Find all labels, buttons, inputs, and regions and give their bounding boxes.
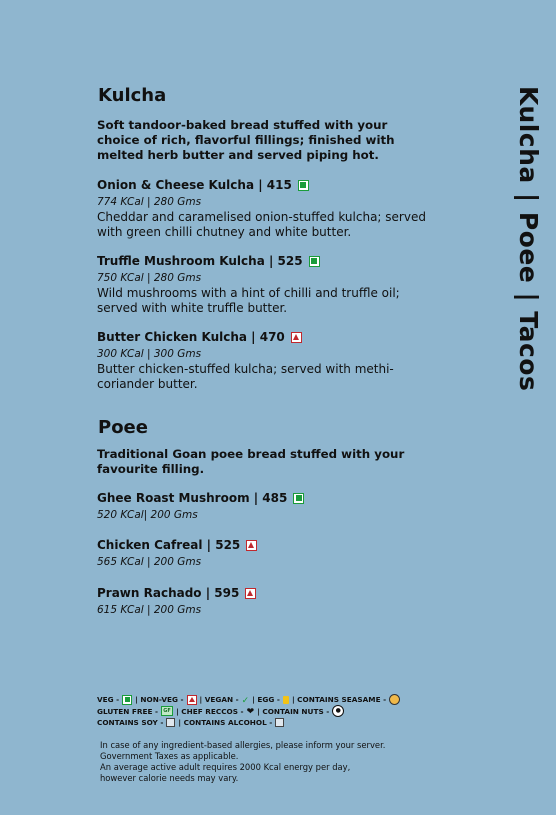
veg-icon: [298, 180, 309, 191]
item-name-row: [97, 537, 432, 553]
legend-sesame-label: | CONTAINS SEASAME -: [291, 695, 387, 704]
section-description-kulcha: Soft tandoor-baked bread stuffed with your choice of rich, flavorful fillings; finished with melted herb butter and served piping hot.: [97, 118, 395, 162]
soy-icon: [166, 718, 175, 727]
item-description: Cheddar and caramelised onion-stuffed kulcha; served with green chilli chutney and white butter.: [97, 210, 426, 239]
item-name: Prawn Rachado | 595: [97, 586, 240, 600]
legend-veg-label: VEG -: [97, 695, 120, 704]
menu-item: [97, 537, 432, 570]
legend-row: [97, 694, 417, 705]
item-description: Butter chicken-stuffed kulcha; served with methi-coriander butter.: [97, 362, 394, 391]
nuts-icon: ●: [332, 705, 344, 717]
item-nutrition: 615 KCal | 200 Gms: [97, 604, 202, 616]
section-title-poee: Poee: [98, 417, 148, 438]
heart-icon: ❤: [246, 707, 255, 717]
dietary-legend: [97, 694, 417, 728]
alcohol-icon: [275, 718, 284, 727]
item-nutrition: 520 KCal| 200 Gms: [97, 509, 198, 521]
non-veg-icon: [291, 332, 302, 343]
menu-item: [97, 177, 432, 240]
veg-icon: [122, 695, 132, 705]
item-name: Butter Chicken Kulcha | 470: [97, 330, 285, 344]
menu-item: [97, 585, 432, 618]
note-line: An average active adult requires 2000 Kcal energy per day,: [100, 762, 351, 772]
item-description: Wild mushrooms with a hint of chilli and truffle oil; served with white truffle butter.: [97, 286, 400, 315]
sesame-icon: [389, 694, 400, 705]
item-name: Onion & Cheese Kulcha | 415: [97, 178, 292, 192]
menu-item: [97, 329, 432, 392]
item-name: Chicken Cafreal | 525: [97, 538, 241, 552]
side-title: Kulcha | Poee | Tacos: [514, 86, 543, 392]
item-name-row: [97, 329, 432, 345]
item-name: Truffle Mushroom Kulcha | 525: [97, 254, 303, 268]
legend-egg-label: | EGG -: [252, 695, 280, 704]
item-name: Ghee Roast Mushroom | 485: [97, 491, 288, 505]
non-veg-icon: [246, 540, 257, 551]
legend-non-veg-label: | NON-VEG -: [135, 695, 184, 704]
legend-row: [97, 717, 417, 728]
menu-item: [97, 253, 432, 316]
note-line: however calorie needs may vary.: [100, 773, 239, 783]
legend-soy-label: CONTAINS SOY -: [97, 718, 164, 727]
item-nutrition: 774 KCal | 280 Gms: [97, 196, 202, 208]
legend-gluten-free-label: GLUTEN FREE -: [97, 706, 159, 716]
veg-icon: [293, 493, 304, 504]
legend-vegan-label: | VEGAN -: [199, 695, 239, 704]
item-nutrition: 300 KCal | 300 Gms: [97, 348, 202, 360]
section-title-kulcha: Kulcha: [98, 85, 167, 106]
veg-icon: [309, 256, 320, 267]
legend-row: [97, 705, 417, 717]
legend-nuts-label: | CONTAIN NUTS -: [257, 706, 330, 716]
item-name-row: [97, 490, 432, 506]
note-line: In case of any ingredient-based allergies, please inform your server.: [100, 740, 386, 750]
vegan-check-icon: ✓: [241, 695, 250, 706]
non-veg-icon: [187, 695, 197, 705]
note-line: Government Taxes as applicable.: [100, 751, 239, 761]
non-veg-icon: [245, 588, 256, 599]
legend-chef-reccos-label: | CHEF RECCOS -: [176, 706, 244, 716]
egg-icon: [283, 696, 289, 704]
menu-item: [97, 490, 432, 523]
item-nutrition: 750 KCal | 280 Gms: [97, 272, 202, 284]
item-nutrition: 565 KCal | 200 Gms: [97, 556, 202, 568]
legend-alcohol-label: | CONTAINS ALCOHOL -: [178, 718, 273, 727]
footer-notes: [100, 740, 400, 784]
gluten-free-icon: GF: [161, 706, 173, 716]
item-name-row: [97, 253, 432, 269]
item-name-row: [97, 177, 432, 193]
section-description-poee: Traditional Goan poee bread stuffed with your favourite filling.: [97, 447, 405, 476]
item-name-row: [97, 585, 432, 601]
